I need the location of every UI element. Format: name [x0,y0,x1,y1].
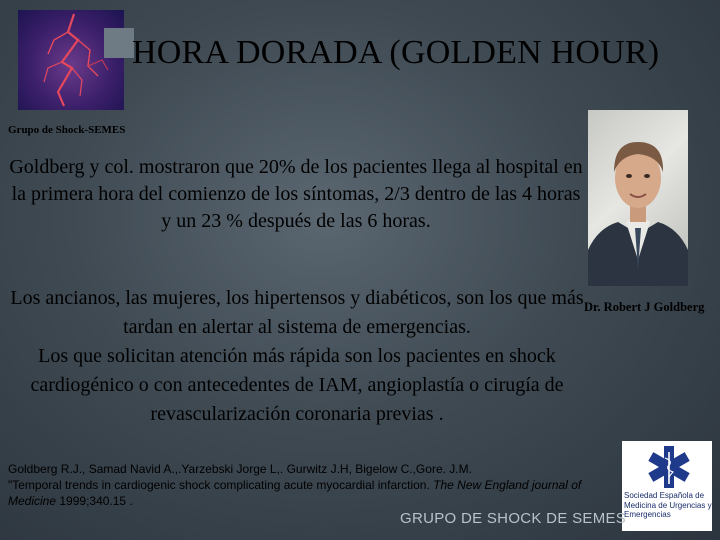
paragraph-fast-attention: Los que solicitan atención más rápida son los pacientes en shock cardiogénico o con antecedentes de IAM, angioplastía o cirugía de revascularización coronaria previas . [30,345,564,425]
reference-journal: The New England journal of Medicine [8,478,582,508]
reference-citation [8,461,608,509]
reference-year: 1999;340.15 . [59,494,133,508]
paragraph-late-alert: Los ancianos, las mujeres, los hipertensos y diabéticos, son los que más tardan en alertar al sistema de emergencias. [10,287,584,338]
subtitle: Grupo de Shock-SEMES [8,124,126,136]
footer-text: GRUPO DE SHOCK DE SEMES [400,510,627,527]
reference-article: "Temporal trends in cardiogenic shock complicating acute myocardial infarction. [8,478,430,492]
star-of-life-icon [646,444,692,490]
logo-accent [104,28,134,58]
badge-text: Sociedad Española de Medicina de Urgencias y Emergencias [624,491,712,519]
paragraph-goldberg-findings: Goldberg y col. mostraron que 20% de los pacientes llega al hospital en la primera hora del comienzo de los síntomas, 2/3 dentro de las 4 horas y un 23 % después de las 6 horas. [9,156,583,232]
lightning-logo-icon [18,10,124,110]
semes-badge [622,441,712,531]
photo-caption: Dr. Robert J Goldberg [584,300,705,314]
reference-authors: Goldberg R.J., Samad Navid A.,.Yarzebski Jorge L,. Gurwitz J.H, Bigelow C.,Gore. J.M. [8,462,472,476]
portrait-photo [588,110,688,286]
paragraph-risk-groups [6,284,588,429]
page-title: HORA DORADA (GOLDEN HOUR) [132,34,660,71]
